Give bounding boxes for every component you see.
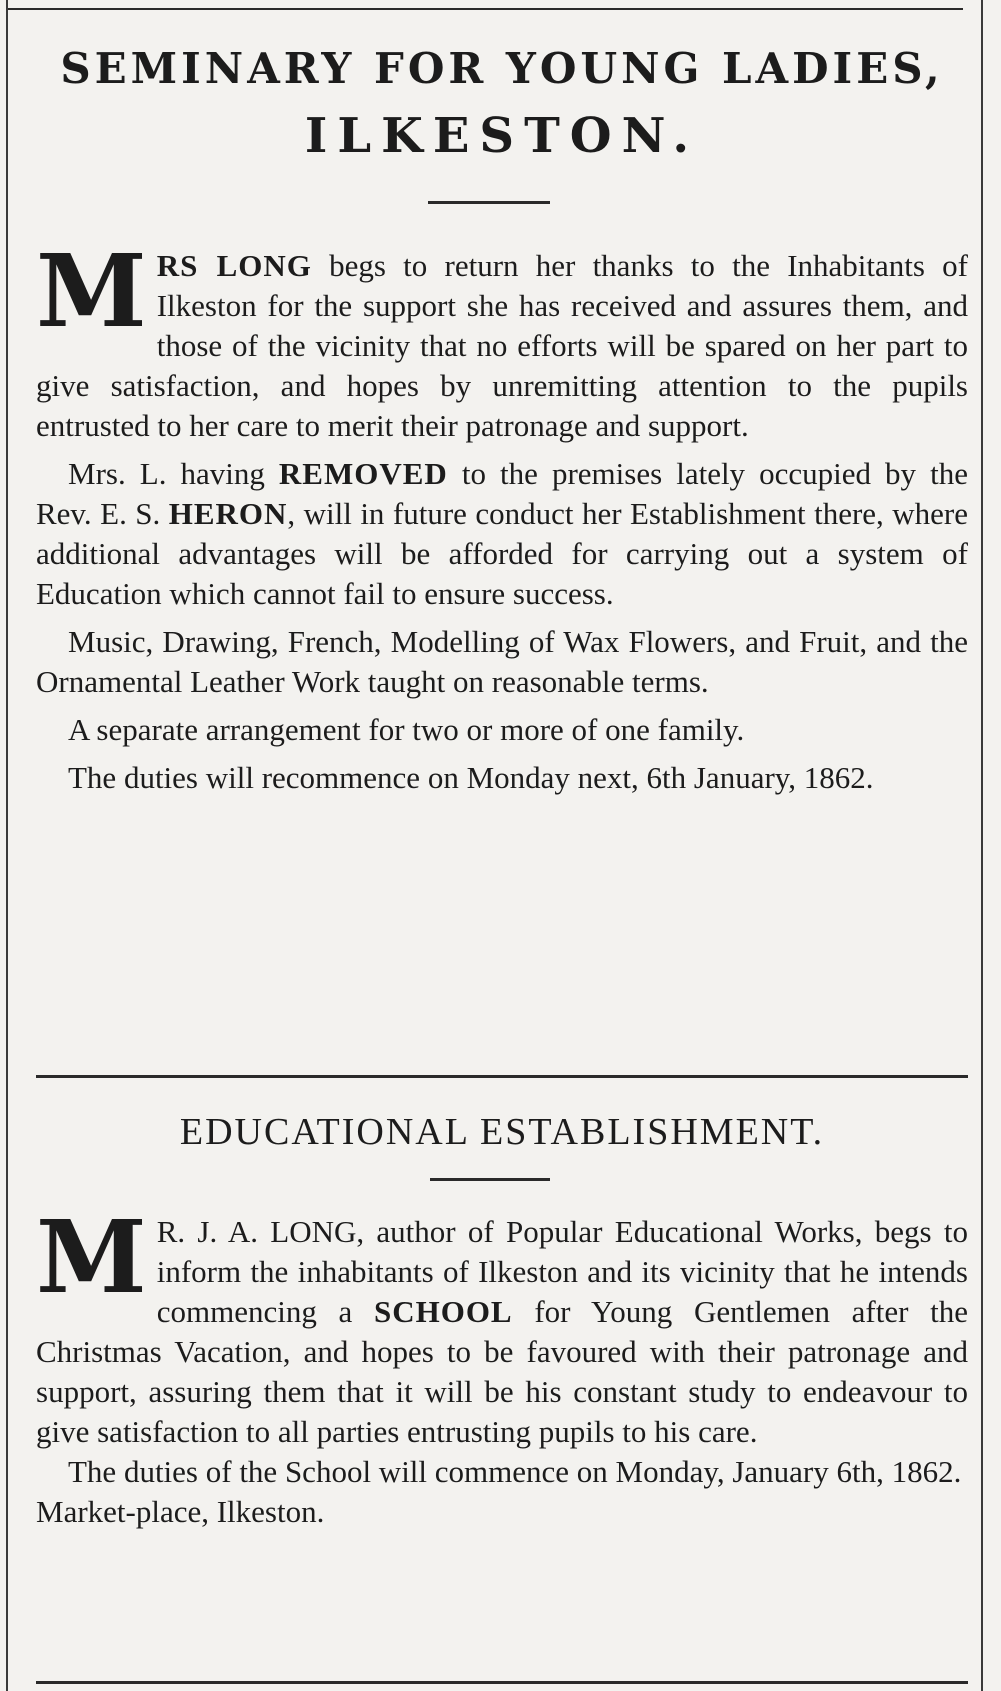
ad1-paragraph-2-text-a: Mrs. L. having (68, 456, 279, 491)
ad2-paragraph-1-text-b: for Young Gentlemen after the Christmas Vacation, and hopes to be favoured with their patronage and support, assuring them that it will be his constant study to endeavour to give satisfaction to all parties entrusting pupils to his care. (36, 1294, 968, 1449)
ad2-title-rule (430, 1178, 550, 1181)
ad1-drop-cap: M (36, 232, 147, 350)
ad-separator-rule (36, 1075, 968, 1078)
ad1-body (36, 232, 968, 798)
ad2-signature: Market-place, Ilkeston. (36, 1494, 325, 1529)
ad1-heron: HERON (168, 496, 288, 531)
ad2-paragraph-1-text-a: R. J. A. LONG, author of Popular Educational Works, begs to inform the inhabitants of Ilkeston and its vicinity that he intends commencing a (156, 1214, 968, 1329)
ad1-paragraph-3: Music, Drawing, French, Modelling of Wax Flowers, and Fruit, and the Ornamental Leather Work taught on reasonable terms. (36, 624, 968, 699)
ad2-drop-cap: M (36, 1198, 147, 1316)
right-border-rule (981, 0, 983, 1691)
ad1-paragraph-4: A separate arrangement for two or more of one family. (68, 712, 745, 747)
ad1-paragraph-2-text-c: , will in future conduct her Establishment there, where additional advantages will be afforded for carrying out a system of Education which cannot fail to ensure success. (36, 496, 968, 611)
ad1-name: RS LONG (156, 248, 312, 283)
ad1-paragraph-2 (36, 454, 968, 614)
ad2-school: SCHOOL (373, 1294, 513, 1329)
ad2-paragraph-2: The duties of the School will commence on Monday, January 6th, 1862. (68, 1454, 962, 1489)
ad1-removed: REMOVED (278, 456, 448, 491)
ad1-paragraph-1 (36, 232, 968, 446)
ad2-body (36, 1198, 968, 1532)
ad2-title: EDUCATIONAL ESTABLISHMENT. (179, 1111, 825, 1153)
ad1-paragraph-1-text: begs to return her thanks to the Inhabitants of Ilkeston for the support she has received and assures them, and those of the vicinity that no efforts will be spared on her part to give satisfaction, and hopes by unremitting attention to the pupils entrusted to her care to merit their patronage and support. (36, 248, 968, 443)
bottom-separator-rule (36, 1681, 968, 1684)
left-border-rule (6, 0, 8, 1691)
ad2-paragraph-1 (36, 1198, 968, 1452)
ad1-title-rule (428, 201, 550, 204)
top-border-rule (8, 8, 963, 10)
ad1-paragraph-5: The duties will recommence on Monday next, 6th January, 1862. (68, 760, 874, 795)
ad1-title-line1: SEMINARY FOR YOUNG LADIES, (60, 44, 944, 93)
ad1-paragraph-2-text-b: to the premises lately occupied by the Rev. E. S. (36, 456, 968, 531)
ad1-title-line2: ILKESTON. (304, 108, 700, 164)
